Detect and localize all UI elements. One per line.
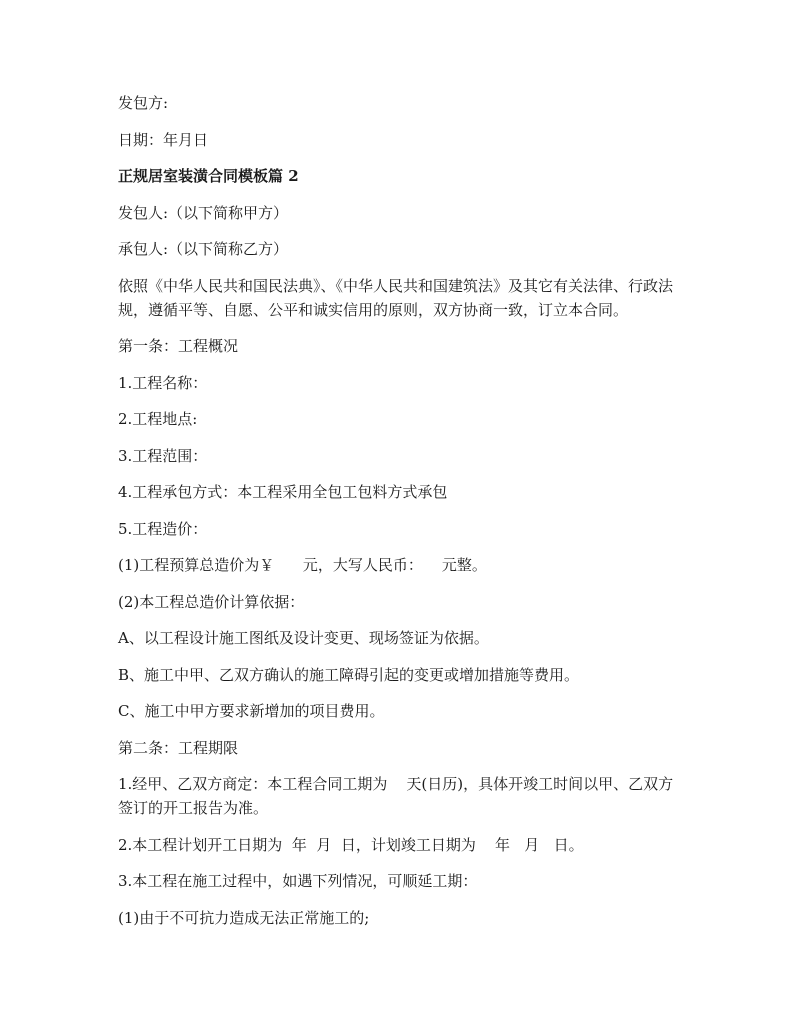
paragraph: (2)本工程总造价计算依据： — [118, 592, 305, 611]
paragraph: 4.工程承包方式：本工程采用全包工包料方式承包 — [118, 483, 448, 501]
document-body — [118, 91, 688, 942]
paragraph: 发包方: — [118, 94, 169, 112]
paragraph: C、施工中甲方要求新增加的项目费用。 — [118, 702, 385, 720]
paragraph: 第一条：工程概况 — [118, 337, 239, 355]
paragraph: 第二条：工程期限 — [118, 738, 239, 757]
section-heading: 正规居室装潢合同模板篇 2 — [118, 167, 299, 185]
paragraph: 3.工程范围： — [118, 446, 208, 465]
paragraph: 1.工程名称： — [118, 373, 208, 392]
paragraph: 发包人:（以下简称甲方） — [118, 203, 289, 222]
paragraph: 5.工程造价： — [118, 519, 208, 538]
paragraph: 3.本工程在施工过程中，如遇下列情况，可顺延工期： — [118, 872, 478, 890]
paragraph: B、施工中甲、乙双方确认的施工障碍引起的变更或增加措施等费用。 — [118, 665, 580, 684]
paragraph: 2.工程地点: — [118, 410, 198, 428]
paragraph: 日期：年月日 — [118, 130, 209, 149]
paragraph: (1)工程预算总造价为￥ 元，大写人民币： 元整。 — [118, 556, 487, 574]
paragraph: 承包人:（以下简称乙方） — [118, 240, 289, 258]
paragraph: A、以工程设计施工图纸及设计变更、现场签证为依据。 — [118, 629, 489, 647]
paragraph: 依照《中华人民共和国民法典》、《中华人民共和国建筑法》及其它有关法律、行政法规，遵循平等、自愿、公平和诚实信用的原则，双方协商一致，订立本合同。 — [118, 276, 674, 319]
paragraph: 2.本工程计划开工日期为 年 月 日，计划竣工日期为 年 月 日。 — [118, 835, 584, 854]
paragraph: (1)由于不可抗力造成无法正常施工的; — [118, 908, 370, 927]
paragraph: 1.经甲、乙双方商定：本工程合同工期为 天(日历)，具体开竣工时间以甲、乙双方签订的开工报告为准。 — [118, 775, 674, 817]
